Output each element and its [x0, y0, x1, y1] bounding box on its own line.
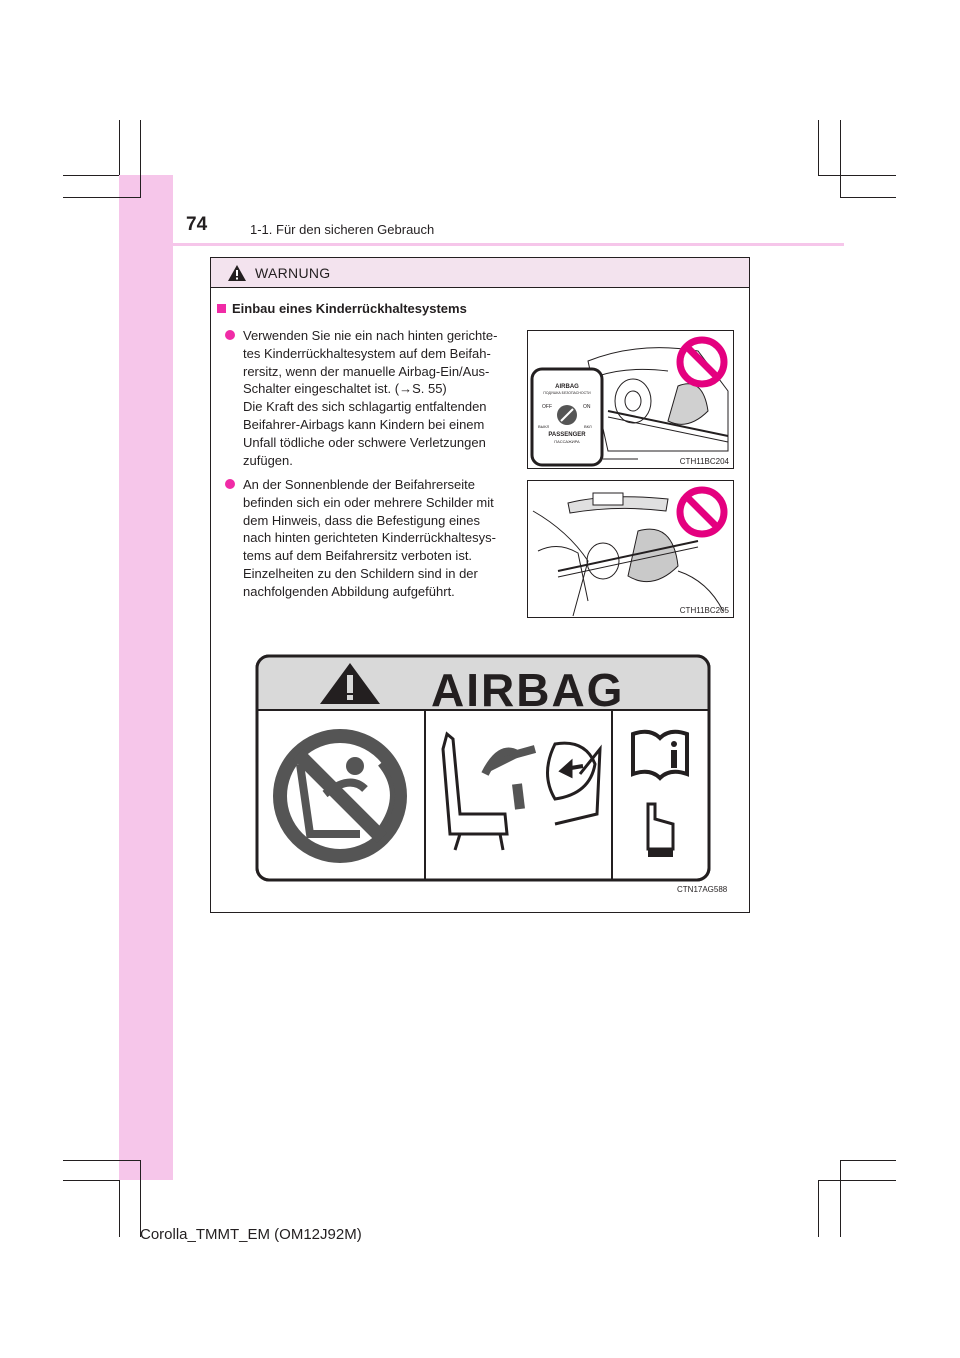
side-tab-bar [119, 175, 173, 1180]
crop-mark [119, 1180, 120, 1237]
text-line: Schalter eingeschaltet ist. (→S. 55) [243, 381, 447, 397]
switch-passenger: PASSENGER [548, 432, 586, 438]
warning-header [211, 258, 749, 288]
text-line: Beifahrer-Airbags kann Kindern bei einem [243, 416, 485, 432]
bullet-item [225, 327, 517, 469]
warning-title: WARNUNG [255, 265, 331, 281]
square-bullet-icon [217, 304, 226, 313]
switch-on-label: ON [583, 404, 591, 410]
text-line: tes Kinderrückhaltesystem auf dem Beifah- [243, 345, 491, 361]
figure-airbag-switch [527, 330, 734, 469]
switch-title: AIRBAG [555, 384, 579, 390]
prohibition-icon [676, 486, 728, 538]
crop-mark [63, 197, 140, 198]
crop-mark [63, 1160, 140, 1161]
text-line: Unfall tödliche oder schwere Verletzungen [243, 434, 486, 450]
switch-passenger-ru: ПАССАЖИРА [554, 439, 580, 444]
bullet-text [243, 476, 517, 601]
crop-mark [840, 197, 896, 198]
crop-mark [119, 120, 120, 175]
crop-mark [818, 175, 896, 176]
section-title: 1-1. Für den sicheren Gebrauch [250, 222, 435, 237]
crop-mark [140, 120, 141, 198]
page-number: 74 [186, 214, 208, 235]
text-line: tems auf dem Beifahrersitz verboten ist. [243, 548, 473, 564]
text-line: nach hinten gerichteten Kinderrückhaltesys- [243, 530, 496, 546]
text-line: zufügen. [243, 452, 293, 468]
crop-mark [818, 120, 819, 175]
figure-code: CTN17AG588 [677, 885, 728, 894]
switch-off-label: OFF [542, 404, 552, 410]
switch-off-ru-label: ВЫКЛ [538, 424, 550, 429]
text-line: befinden sich ein oder mehrere Schilder mit [243, 494, 494, 510]
bullet-dot-icon [225, 479, 235, 489]
figure-code: CTH11BC205 [679, 606, 729, 615]
text-line: Verwenden Sie nie ein nach hinten gerichte- [243, 328, 498, 343]
text-line: dem Hinweis, dass die Befestigung eines [243, 512, 481, 528]
no-child-seat-icon [280, 736, 400, 856]
crop-mark [818, 1180, 896, 1181]
crop-mark [818, 1180, 819, 1237]
figure-sun-visor [527, 480, 734, 618]
crop-mark [840, 120, 841, 198]
crop-mark [840, 1160, 896, 1161]
footer-doc-id: Corolla_TMMT_EM (OM12J92M) [140, 1226, 362, 1243]
bullet-text [243, 327, 517, 469]
text-line: nachfolgenden Abbildung aufgeführt. [243, 583, 455, 599]
airbag-label-title: AIRBAG [431, 664, 625, 716]
figure-code: CTH11BC204 [679, 457, 729, 466]
bullet-item [225, 476, 517, 601]
prohibition-icon [676, 336, 728, 388]
bullet-dot-icon [225, 330, 235, 340]
warning-box [210, 257, 750, 913]
switch-on-ru-label: ВКЛ [584, 424, 592, 429]
subheading [217, 301, 467, 316]
text-line: rersitz, wenn der manuelle Airbag-Ein/Aus- [243, 363, 490, 379]
crop-mark [840, 1160, 841, 1237]
warning-triangle-icon [227, 264, 247, 282]
text-line: Die Kraft des sich schlagartig entfaltenden [243, 399, 487, 415]
crop-mark [63, 1180, 119, 1181]
crop-mark [63, 175, 119, 176]
text-line: An der Sonnenblende der Beifahrerseite [243, 477, 475, 492]
header-rule [119, 243, 844, 246]
switch-subtitle: ПОДУШКА БЕЗОПАСНОСТИ [543, 391, 591, 395]
text-line: Einzelheiten zu den Schildern sind in der [243, 565, 478, 581]
subheading-text: Einbau eines Kinderrückhaltesystems [232, 301, 467, 316]
